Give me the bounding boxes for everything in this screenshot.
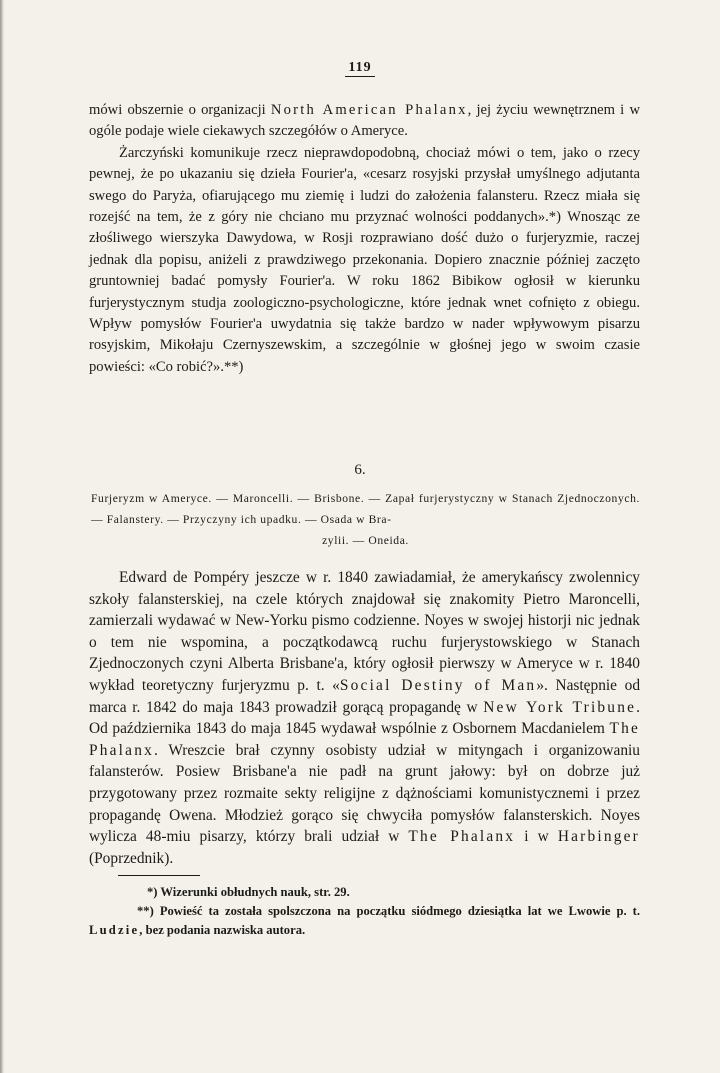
spaced-title: The Phalanx <box>408 828 516 846</box>
paragraph-1: mówi obszernie o organizacji North American Phalanx, jej życiu wewnętrznem i w ogóle podaje wiele ciekawych szczegółów o Ameryce. <box>89 102 640 140</box>
section-body <box>89 567 640 869</box>
spaced-title: Ludzie <box>89 923 140 937</box>
footnote-2: **) Powieść ta została spolszczona na początku siódmego dziesiątka lat we Lwowie p. t. Ludzie, bez podania nazwiska autora. <box>89 904 640 937</box>
spaced-title: Social Destiny of Man <box>339 676 537 694</box>
spaced-title: North American Phalanx <box>270 102 468 118</box>
footnotes <box>89 883 640 940</box>
page-number: 119 <box>0 60 720 76</box>
section-number: 6. <box>354 462 366 478</box>
page-edge-shadow <box>0 0 4 1073</box>
spaced-title: New York Tribune <box>483 698 637 716</box>
paragraph-2: Żarczyński komunikuje rzecz nieprawdopodobną, chociaż mówi o tem, jako o rzecy pewnej, że po ukazaniu się dzieła Fourier'a, «cesarz rosyjski przysłał umyślnego adjutanta swego do Paryża, ofiarującego mu ziemię i ludzi do założenia falansteru. Rzecz miała się rozejść na tem, że z góry nie chciano mu przyznać wolności poddanych».*) Wnosząc ze złośliwego wierszyka Dawydowa, w Rosji rozprawiano dość dużo o furjeryzmie, raczej jednak dla popisu, aniżeli z prawdziwego przekonania. Dopiero znacznie później zaczęto gruntowniej badać pomysły Fourier'a. W roku 1862 Bibikow ogłosił w kierunku furjerystycznym studja zoologiczno-psychologiczne, które jednak wnet cofnięto z obiegu. Wpływ pomysłów Fourier'a uwydatnia się także bardzo w nader wpływowym pisarzu rosyjskim, Mikołaju Czernyszewskim, a szczególnie w głośnej jego w swoim czasie powieści: «Co robić?».**) <box>89 144 640 375</box>
opening-paragraph <box>89 100 640 378</box>
spaced-title: Harbinger <box>557 828 641 846</box>
footnote-1: *) Wizerunki obłudnych nauk, str. 29. <box>147 885 350 899</box>
section-summary: Furjeryzm w Ameryce. — Maroncelli. — Brisbone. — Zapał furjerystyczny w Stanach Zjednoczonych. — Falanstery. — Przyczyny ich upadku. — Osada w Bra- zylii. — Oneida. <box>91 492 640 547</box>
spaced-title: The Phalanx <box>89 720 640 759</box>
footnote-divider <box>118 875 200 876</box>
paragraph-3: Edward de Pompéry jeszcze w r. 1840 zawiadamiał, że amerykańscy zwolennicy szkoły falansterskiej, na czele których znajdował się znakomity Pietro Maroncelli, zamierzali wydawać w New-Yorku pismo codzienne. Noyes w swojej historji nic jednak o tem nie wspomina, a początkodawcą ruchu furjerystowskiego w Stanach Zjednoczonych czyni Alberta Brisbane'a, który ogłosił pierwszy w Ameryce w r. 1840 wykład teoretyczny furjeryzmu p. t. «Social Destiny of Man». Następnie od marca r. 1842 do maja 1843 prowadził gorącą propagandę w New York Tribune. Od października 1843 do maja 1845 wydawał wspólnie z Osbornem Macdanielem The Phalanx. Wreszcie brał czynny osobisty udział w mityngach i organizowaniu falansterów. Posiew Brisbane'a nie padł na grunt jałowy: był on dobrze już przygotowany przez rozmaite sekty religijne z dążnościami komunistycznemi i przez propagandę Owena. Młodzież gorąco się chwyciła pomysłów falansterskich. Noyes wylicza 48-miu pisarzy, którzy brali udział w The Phalanx i w Harbinger (Poprzednik). <box>89 569 641 867</box>
